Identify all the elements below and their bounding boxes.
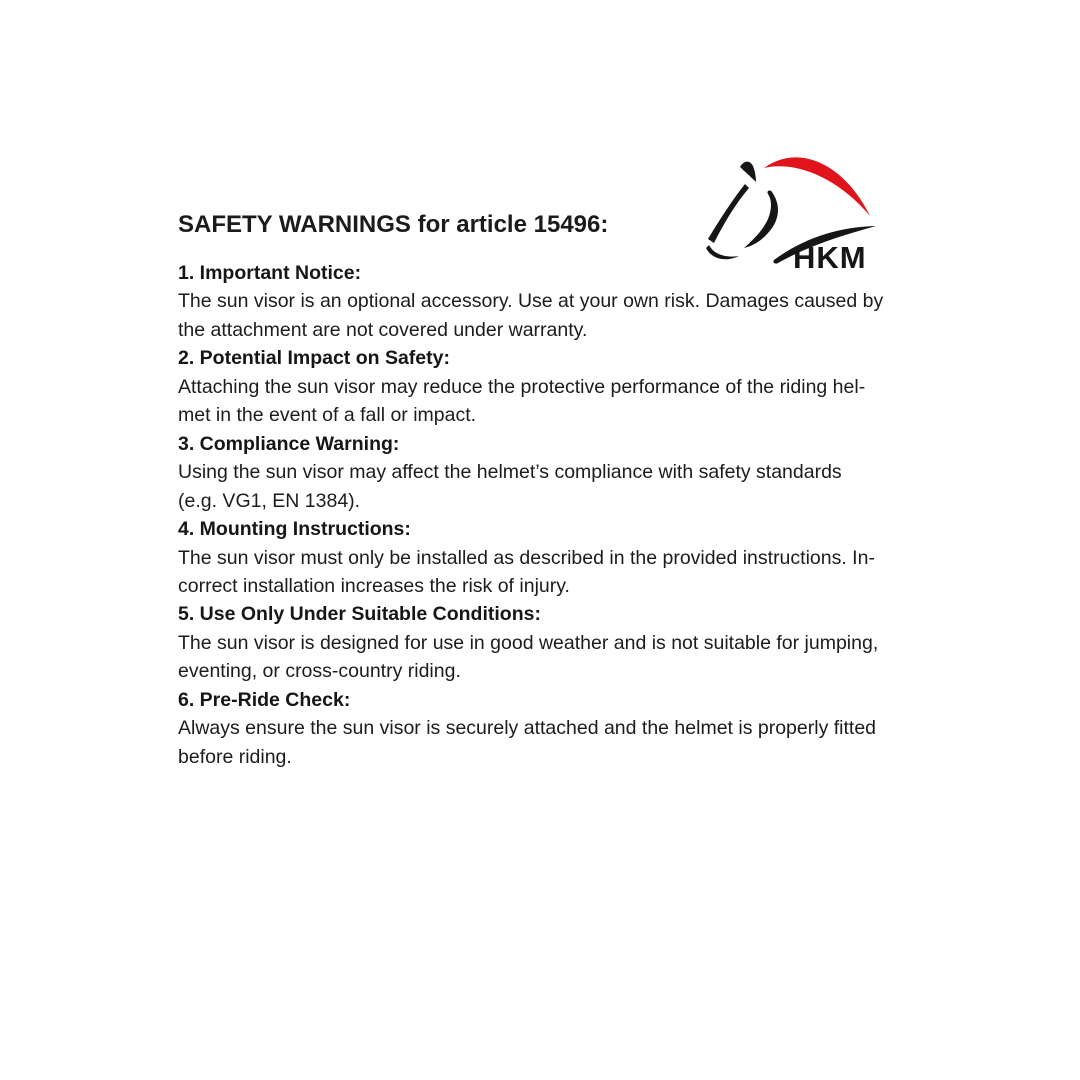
section-body-line: The sun visor is an optional accessory. Use at your own risk. Damages caused by bbox=[178, 290, 884, 313]
warning-section bbox=[178, 515, 978, 600]
warnings-list bbox=[178, 259, 978, 771]
section-body-line: correct installation increases the risk of injury. bbox=[178, 574, 570, 597]
section-heading: 5. Use Only Under Suitable Conditions: bbox=[178, 603, 541, 626]
section-body-line: the attachment are not covered under warranty. bbox=[178, 318, 588, 341]
hkm-horse-logo bbox=[698, 150, 886, 276]
hkm-brand-wordmark: HKM bbox=[793, 240, 867, 275]
section-body-line: met in the event of a fall or impact. bbox=[178, 404, 477, 427]
horse-muzzle-stroke bbox=[706, 245, 739, 259]
section-heading: 1. Important Notice: bbox=[178, 262, 362, 284]
section-body-line: Always ensure the sun visor is securely attached and the helmet is properly fitted bbox=[178, 717, 877, 740]
section-body-line: Using the sun visor may affect the helmet’s compliance with safety standards bbox=[178, 461, 842, 484]
warning-section bbox=[178, 344, 978, 429]
horse-ear-stroke bbox=[740, 162, 756, 182]
page-title: SAFETY WARNINGS for article 15496: bbox=[178, 211, 609, 238]
section-heading: 4. Mounting Instructions: bbox=[178, 518, 411, 541]
logo-red-mane-arc bbox=[764, 157, 870, 216]
section-body-line: eventing, or cross-country riding. bbox=[178, 660, 461, 683]
horse-face-stroke bbox=[708, 184, 749, 243]
section-body-line: before riding. bbox=[178, 745, 292, 768]
section-body-line: Attaching the sun visor may reduce the protective performance of the riding hel- bbox=[178, 375, 866, 398]
section-body-line: The sun visor is designed for use in good weather and is not suitable for jumping, bbox=[178, 631, 879, 654]
warning-section bbox=[178, 430, 978, 515]
section-heading: 2. Potential Impact on Safety: bbox=[178, 347, 450, 370]
section-heading: 3. Compliance Warning: bbox=[178, 432, 400, 455]
horse-cheek-stroke bbox=[744, 191, 778, 248]
section-body-line: (e.g. VG1, EN 1384). bbox=[178, 489, 361, 512]
section-body-line: The sun visor must only be installed as described in the provided instructions. In- bbox=[178, 546, 875, 569]
warning-section bbox=[178, 259, 978, 344]
warning-section bbox=[178, 686, 978, 771]
section-heading: 6. Pre-Ride Check: bbox=[178, 688, 351, 711]
warning-section bbox=[178, 600, 978, 685]
